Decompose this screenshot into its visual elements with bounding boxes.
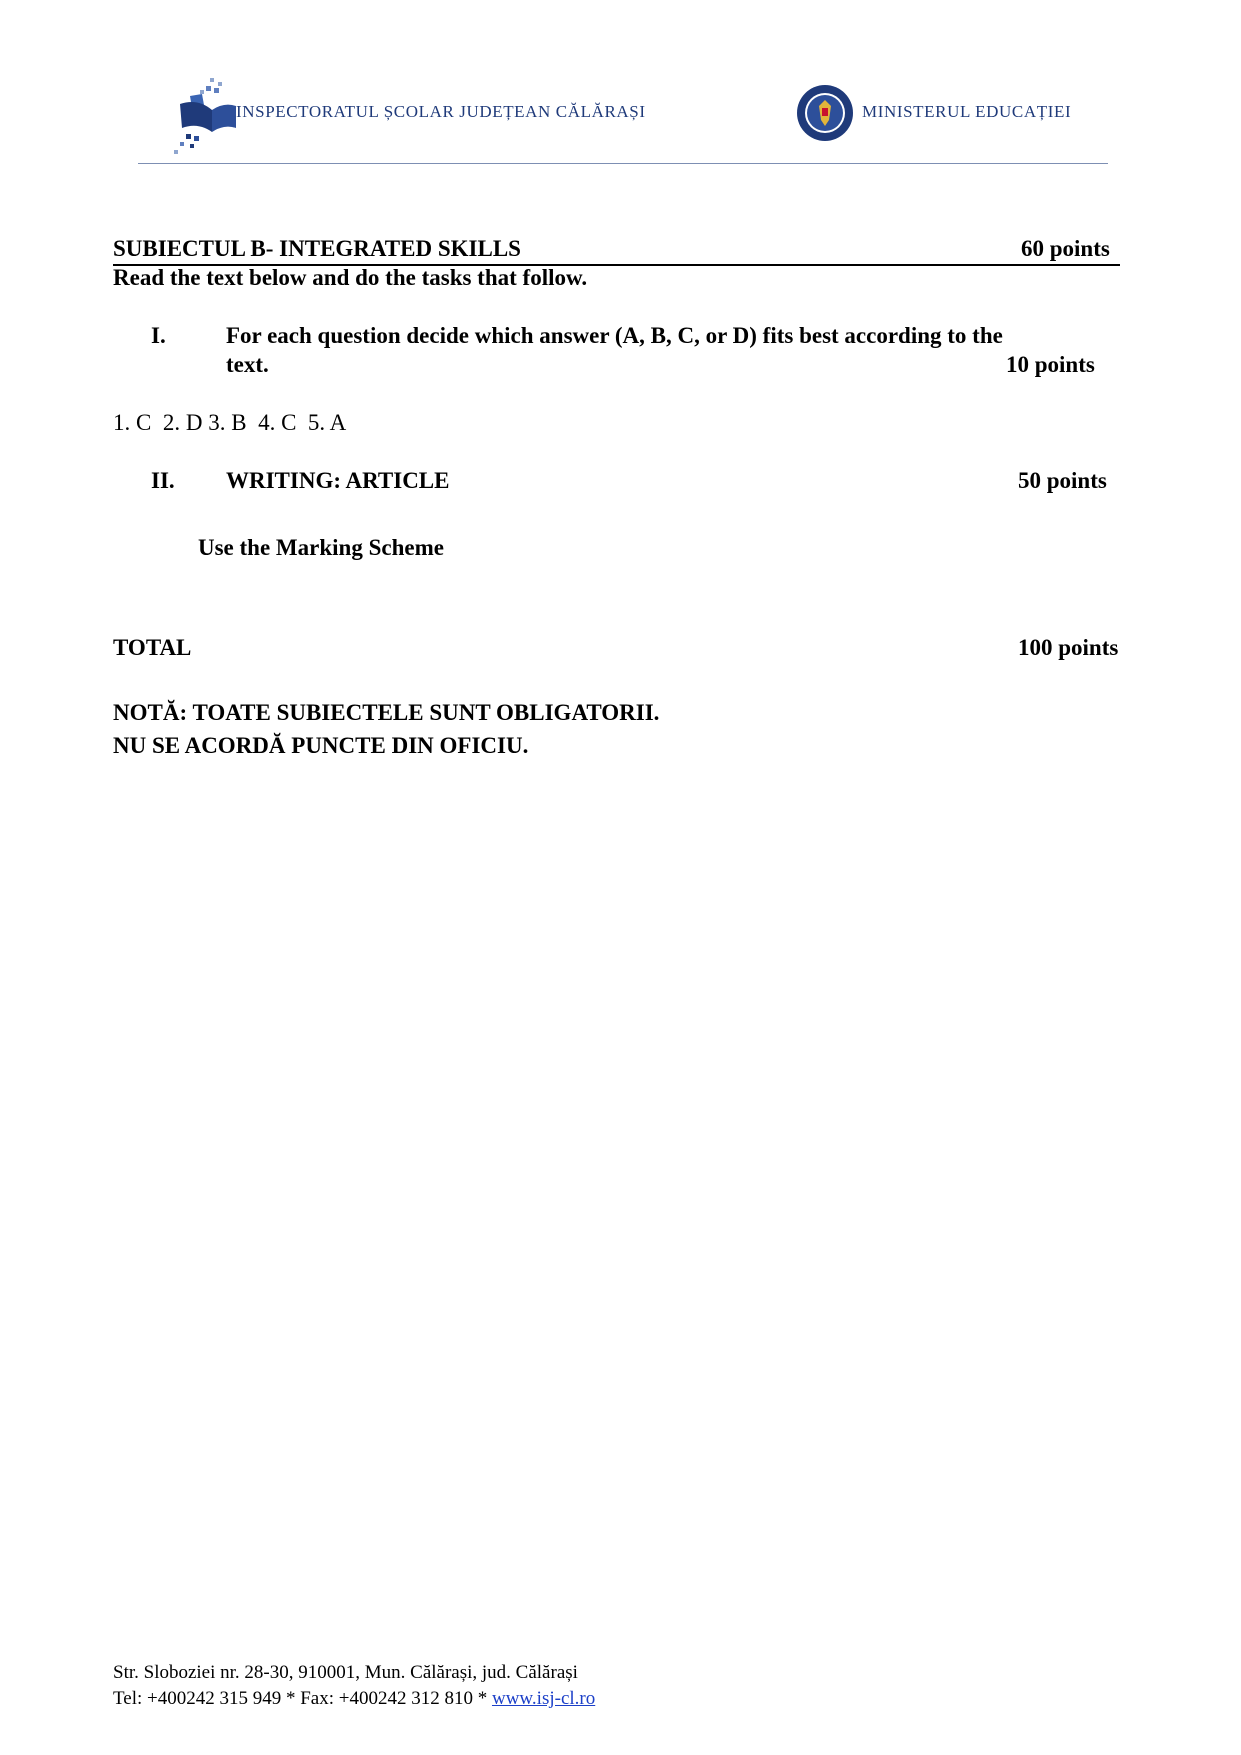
answer-item: 2. D: [162, 410, 203, 435]
part2-number: II.: [151, 468, 175, 493]
note-line-1: NOTĂ: TOATE SUBIECTELE SUNT OBLIGATORII.: [113, 700, 660, 725]
section-intro: Read the text below and do the tasks that follow.: [113, 265, 588, 290]
part1-number: I.: [151, 323, 166, 348]
part2-title: WRITING: ARTICLE: [226, 468, 450, 493]
footer-website-link[interactable]: www.isj-cl.ro: [491, 1688, 596, 1709]
ministry-name: MINISTERUL EDUCAȚIEI: [862, 102, 1072, 121]
answer-key: [113, 410, 346, 436]
part1-instruction-line1: For each question decide which answer (A, B, C, or D) fits best according to the: [226, 323, 1003, 348]
government-seal-icon: [796, 84, 854, 142]
footer-contact-line: [113, 1686, 595, 1712]
footer-address: Str. Sloboziei nr. 28-30, 910001, Mun. Călărași, jud. Călărași: [113, 1662, 578, 1683]
page-footer: [113, 1660, 595, 1712]
answer-item: 3. B: [208, 410, 247, 435]
note-line-2: NU SE ACORDĂ PUNCTE DIN OFICIU.: [113, 733, 529, 758]
part2-points: 50 points: [1018, 468, 1107, 493]
page-header: [0, 0, 1241, 170]
section-title: SUBIECTUL B- INTEGRATED SKILLS: [113, 236, 521, 261]
section-points: 60 points: [1021, 236, 1110, 261]
part2-instruction: Use the Marking Scheme: [198, 535, 444, 560]
footer-contact: Tel: +400242 315 949 * Fax: +400242 312 810 *: [113, 1688, 492, 1709]
answer-item: 1. C: [113, 410, 152, 435]
total-label: TOTAL: [113, 635, 192, 660]
total-points: 100 points: [1018, 635, 1119, 660]
header-divider: [138, 163, 1108, 164]
answer-item: 4. C: [258, 410, 297, 435]
part1-points: 10 points: [1006, 352, 1095, 377]
part1-instruction-line2: text.: [226, 352, 269, 377]
institution-name: INSPECTORATUL ȘCOLAR JUDEȚEAN CĂLĂRAȘI: [236, 102, 646, 121]
school-inspectorate-logo-icon: [172, 76, 240, 156]
answer-item: 5. A: [307, 410, 347, 435]
